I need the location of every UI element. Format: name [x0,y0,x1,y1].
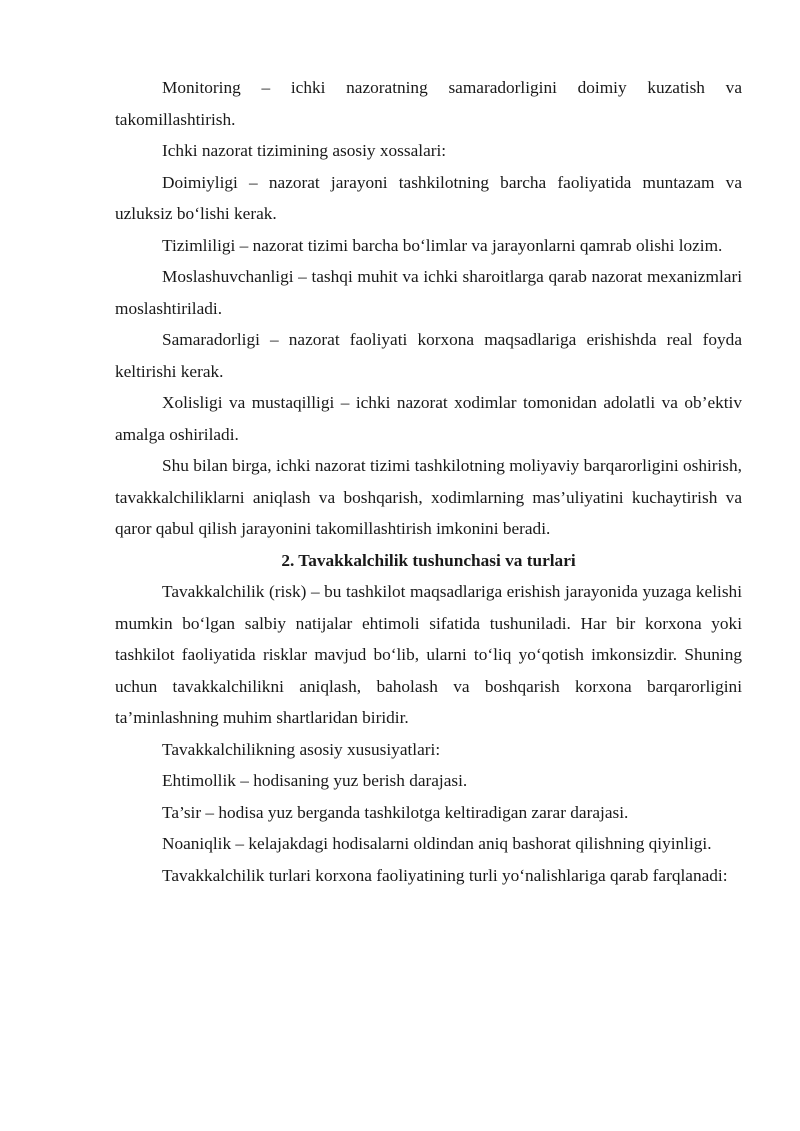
paragraph-probability: Ehtimollik – hodisaning yuz berish darajasi. [162,771,468,790]
paragraph-monitoring: Monitoring – ichki nazoratning samaradorligini doimiy kuzatish va takomillashtirish. [115,78,742,129]
paragraph-continuity: Doimiyligi – nazorat jarayoni tashkilotning barcha faoliyatida muntazam va uzluksiz bo‘lishi kerak. [115,172,742,223]
paragraph-risk-definition: Tavakkalchilik (risk) – bu tashkilot maqsadlariga erishish jarayonida yuzaga kelishi mumkin bo‘lgan salbiy natijalar ehtimoli sifatida tushuniladi. Har bir korxona yoki tashkilot faoliyatida risklar mavjud bo‘lib, ularni to‘liq yo‘qotish imkonsizdir. Shuning uchun tavakkalchilikni aniqlash, baholash va boshqarish korxona barqarorligini ta’minlashning muhim shartlaridan biridir. [115,582,742,727]
paragraph-risk-types: Tavakkalchilik turlari korxona faoliyatining turli yo‘nalishlariga qarab farqlanadi: [162,865,728,885]
section-heading: 2. Tavakkalchilik tushunchasi va turlari [281,550,576,570]
paragraph-properties-intro: Ichki nazorat tizimining asosiy xossalari: [162,141,447,160]
document-body [115,72,742,891]
paragraph-summary: Shu bilan birga, ichki nazorat tizimi tashkilotning moliyaviy barqarorligini oshirish, tavakkalchiliklarni aniqlash va boshqarish, xodimlarning mas’uliyatini kuchaytirish va qaror qabul qilish jarayonini takomillashtirish imkonini beradi. [115,456,742,538]
paragraph-flexibility: Moslashuvchanligi – tashqi muhit va ichki sharoitlarga qarab nazorat mexanizmlari moslashtiriladi. [115,267,742,318]
paragraph-risk-features-intro: Tavakkalchilikning asosiy xususiyatlari: [162,739,441,759]
paragraph-uncertainty: Noaniqlik – kelajakdagi hodisalarni oldindan aniq bashorat qilishning qiyinligi. [162,834,712,853]
paragraph-objectivity: Xolisligi va mustaqilligi – ichki nazorat xodimlar tomonidan adolatli va ob’ektiv amalga oshiriladi. [115,393,742,444]
paragraph-systematicity: Tizimliligi – nazorat tizimi barcha bo‘limlar va jarayonlarni qamrab olishi lozim. [162,235,723,255]
paragraph-efficiency: Samaradorligi – nazorat faoliyati korxona maqsadlariga erishishda real foyda keltirishi kerak. [115,330,742,381]
paragraph-impact: Ta’sir – hodisa yuz berganda tashkilotga keltiradigan zarar darajasi. [162,802,629,822]
